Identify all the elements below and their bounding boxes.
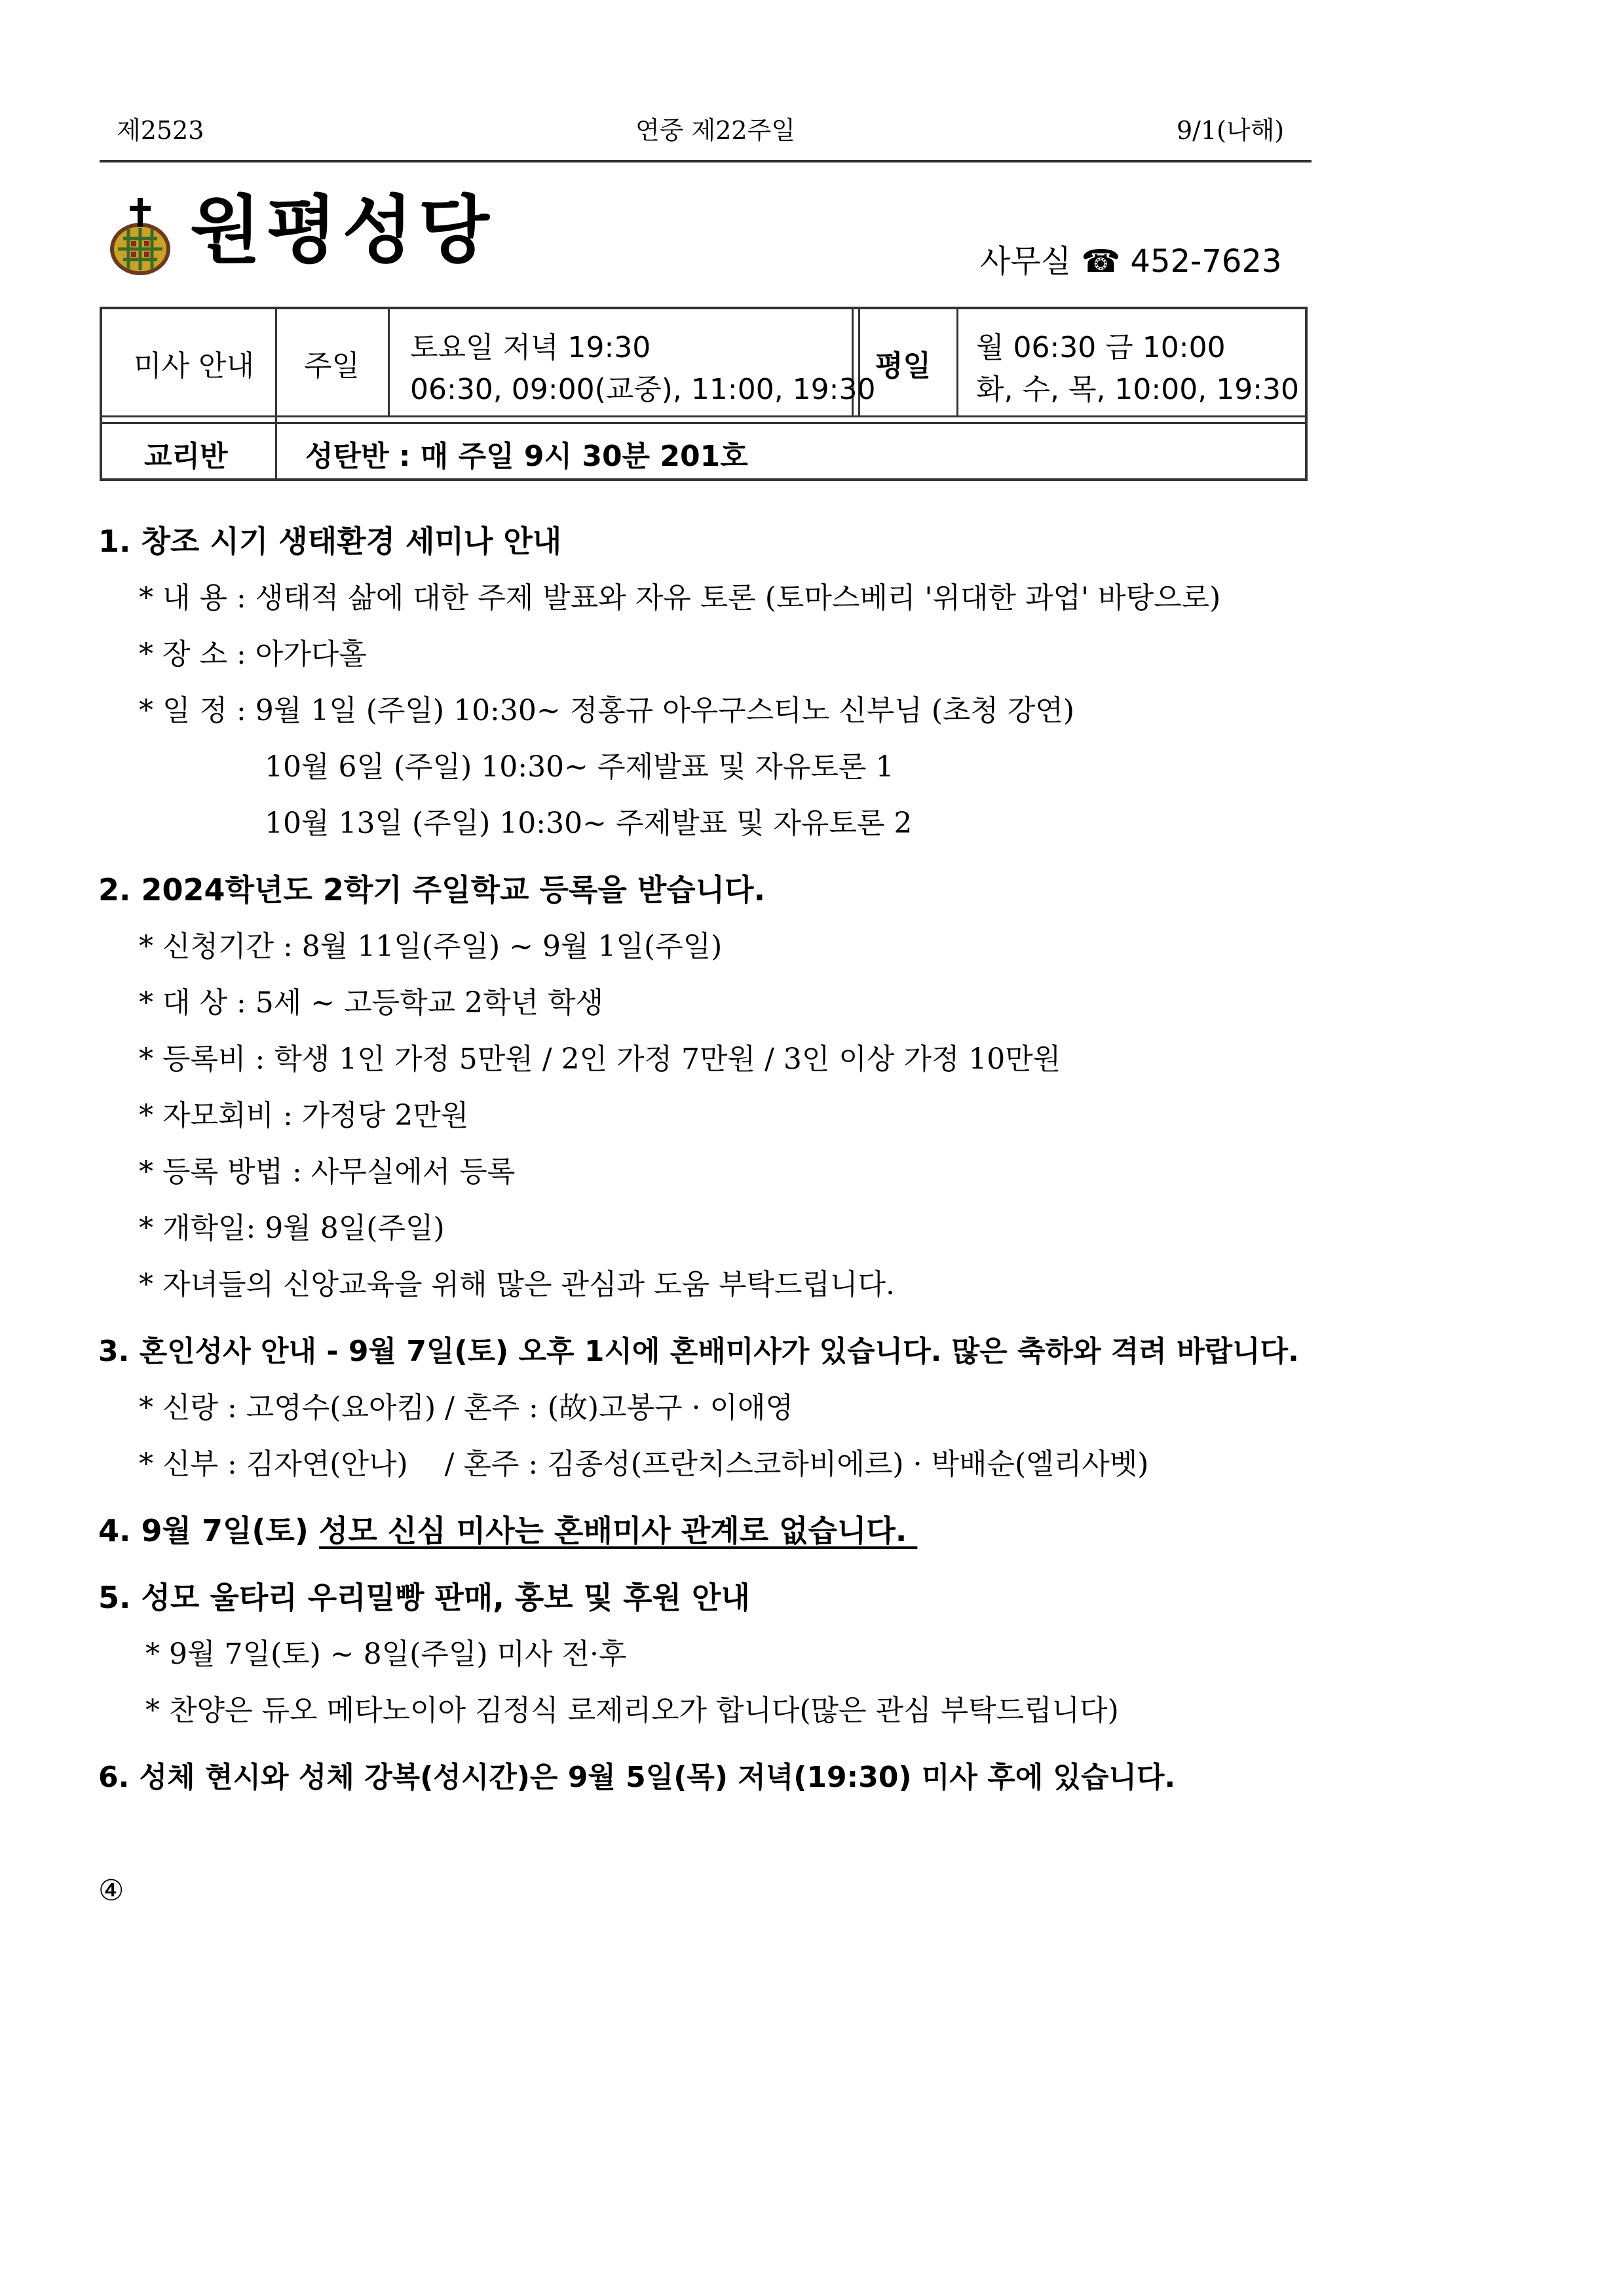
section-5-title: 5. 성모 울타리 우리밀빵 판매, 홍보 및 후원 안내 <box>98 1580 750 1615</box>
cross-church-icon <box>104 197 177 278</box>
weekday-times-line2: 화, 수, 목, 10:00, 19:30 <box>976 373 1300 406</box>
section-2-period: * 신청기간 : 8월 11일(주일) ~ 9월 1일(주일) <box>139 930 723 963</box>
catechism-label: 교리반 <box>144 440 228 473</box>
section-1-place: * 장 소 : 아가다홀 <box>139 638 367 671</box>
bulletin-date: 9/1(나해) <box>1177 116 1285 145</box>
sunday-times-line1: 토요일 저녁 19:30 <box>410 331 651 364</box>
section-1-title: 1. 창조 시기 생태환경 세미나 안내 <box>98 524 562 559</box>
table-divider <box>100 422 1308 424</box>
section-4-underlined: 성모 신심 미사는 혼배미사 관계로 없습니다. <box>318 1513 918 1548</box>
sunday-times-line2: 06:30, 09:00(교중), 11:00, 19:30 <box>410 373 876 406</box>
table-divider <box>388 307 390 417</box>
mass-label: 미사 안내 <box>134 349 255 383</box>
section-6-title: 6. 성체 현시와 성체 강복(성시간)은 9월 5일(목) 저녁(19:30) 미사 후에 있습니다. <box>98 1761 1176 1794</box>
header-rule <box>100 160 1312 163</box>
section-5-music: * 찬양은 듀오 메타노이아 김정식 로제리오가 합니다(많은 관심 부탁드립니다) <box>145 1694 1119 1727</box>
catechism-value: 성탄반 : 매 주일 9시 30분 201호 <box>305 440 748 473</box>
section-4-prefix: 4. 9월 7일(토) <box>98 1513 319 1548</box>
section-1-schedule-3: 10월 13일 (주일) 10:30~ 주제발표 및 자유토론 2 <box>265 807 913 840</box>
section-1-schedule-1: * 일 정 : 9월 1일 (주일) 10:30~ 정홍규 아우구스티노 신부님 (초청 강연) <box>139 694 1075 727</box>
section-4-notice <box>98 1507 917 1550</box>
section-2-request: * 자녀들의 신앙교육을 위해 많은 관심과 도움 부탁드립니다. <box>139 1268 895 1301</box>
page-number: ④ <box>98 1874 124 1907</box>
section-2-target: * 대 상 : 5세 ~ 고등학교 2학년 학생 <box>139 986 604 1020</box>
parish-name: 원평성당 <box>190 188 495 273</box>
section-3-title: 3. 혼인성사 안내 - 9월 7일(토) 오후 1시에 혼배미사가 있습니다. 많은 축하와 격려 바랍니다. <box>98 1335 1299 1368</box>
sunday-label: 주일 <box>304 349 360 383</box>
section-2-method: * 등록 방법 : 사무실에서 등록 <box>139 1155 516 1189</box>
table-divider <box>275 307 277 481</box>
section-3-bride: * 신부 : 김자연(안나) / 혼주 : 김종성(프란치스코하비에르) · 박배순(엘리사벳) <box>139 1447 1149 1481</box>
section-1-schedule-2: 10월 6일 (주일) 10:30~ 주제발표 및 자유토론 1 <box>265 750 894 784</box>
section-2-parents-fee: * 자모회비 : 가정당 2만원 <box>139 1099 469 1132</box>
issue-number: 제2523 <box>117 116 204 145</box>
weekday-label: 평일 <box>875 349 932 383</box>
section-1-content: * 내 용 : 생태적 삶에 대한 주제 발표와 자유 토론 (토마스베리 '위대한 과업' 바탕으로) <box>139 581 1221 615</box>
table-divider <box>956 307 958 417</box>
section-3-groom: * 신랑 : 고영수(요아킴) / 혼주 : (故)고봉구 · 이애영 <box>139 1391 794 1425</box>
section-2-title: 2. 2024학년도 2학기 주일학교 등록을 받습니다. <box>98 872 766 908</box>
table-divider <box>100 415 1308 417</box>
weekday-times-line1: 월 06:30 금 10:00 <box>976 331 1226 364</box>
section-5-when: * 9월 7일(토) ~ 8일(주일) 미사 전·후 <box>145 1637 627 1671</box>
section-2-fee: * 등록비 : 학생 1인 가정 5만원 / 2인 가정 7만원 / 3인 이상 가정 10만원 <box>139 1043 1061 1076</box>
section-2-opening: * 개학일: 9월 8일(주일) <box>139 1212 445 1245</box>
liturgical-week: 연중 제22주일 <box>635 116 795 145</box>
office-phone: 사무실 ☎ 452-7623 <box>980 243 1282 280</box>
